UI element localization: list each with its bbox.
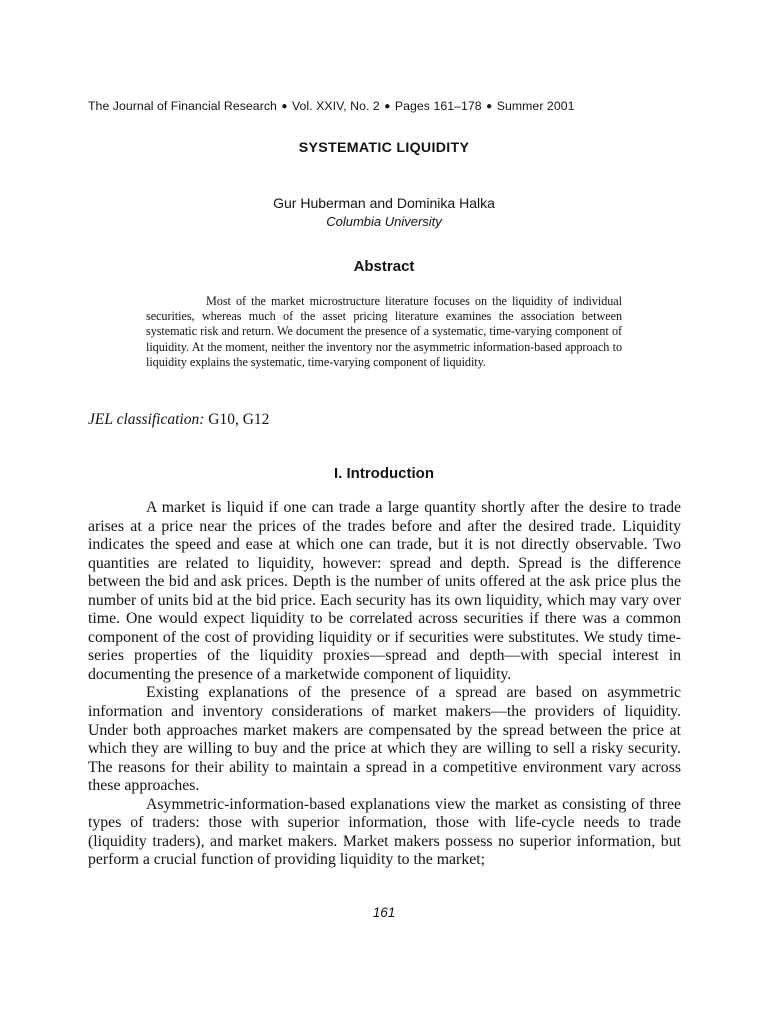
introduction-body — [88, 499, 681, 870]
journal-name: The Journal of Financial Research — [88, 99, 277, 113]
section-heading-introduction: I. Introduction — [334, 465, 434, 482]
journal-issue: Summer 2001 — [496, 99, 575, 113]
jel-codes: G10, G12 — [208, 411, 270, 428]
bullet-separator-icon: ● — [486, 101, 493, 112]
journal-header — [88, 99, 575, 113]
body-paragraph: Asymmetric-information-based explanations view the market as consisting of three types of traders: those with superior information, those with life-cycle needs to trade (liquidity traders), and market makers. Market makers possess no superior information, but perform a crucial function of providing liquidity to the market; — [88, 795, 681, 869]
author-affiliation: Columbia University — [326, 214, 442, 229]
page-number: 161 — [372, 905, 396, 920]
jel-label: JEL classification: — [88, 411, 205, 428]
author-names: Gur Huberman and Dominika Halka — [273, 195, 495, 211]
abstract-text: Most of the market microstructure literature focuses on the liquidity of individual securities, whereas much of the asset pricing literature examines the association between systematic risk and return. We document the presence of a systematic, time-varying component of liquidity. At the moment, neither the inventory nor the asymmetric information-based approach to liquidity explains the systematic, time-varying component of liquidity. — [146, 294, 622, 369]
journal-volume: Vol. XXIV, No. 2 — [291, 99, 380, 113]
bullet-separator-icon: ● — [281, 101, 288, 112]
paper-title: SYSTEMATIC LIQUIDITY — [298, 140, 470, 156]
jel-classification — [88, 411, 269, 429]
body-paragraph: A market is liquid if one can trade a large quantity shortly after the desire to trade arises at a price near the prices of the trades before and after the desired trade. Liquidity indicates the speed and ease at which one can trade, but it is not directly observable. Two quantities are related to liquidity, however: spread and depth. Spread is the difference between the bid and ask prices. Depth is the number of units offered at the ask price plus the number of units bid at the bid price. Each security has its own liquidity, which may vary over time. One would expect liquidity to be correlated across securities if there was a common component of the cost of providing liquidity or if securities were substitutes. We study time-series properties of the liquidity proxies—spread and depth—with special interest in documenting the presence of a marketwide component of liquidity. — [88, 499, 681, 683]
bullet-separator-icon: ● — [384, 101, 391, 112]
journal-pages: Pages 161–178 — [394, 99, 482, 113]
body-paragraph: Existing explanations of the presence of a spread are based on asymmetric information and inventory considerations of market makers—the providers of liquidity. Under both approaches market makers are compensated by the spread between the price at which they are willing to buy and the price at which they are willing to sell a risky security. The reasons for their ability to maintain a spread in a competitive environment vary across these approaches. — [88, 684, 681, 795]
abstract-heading: Abstract — [353, 258, 415, 275]
